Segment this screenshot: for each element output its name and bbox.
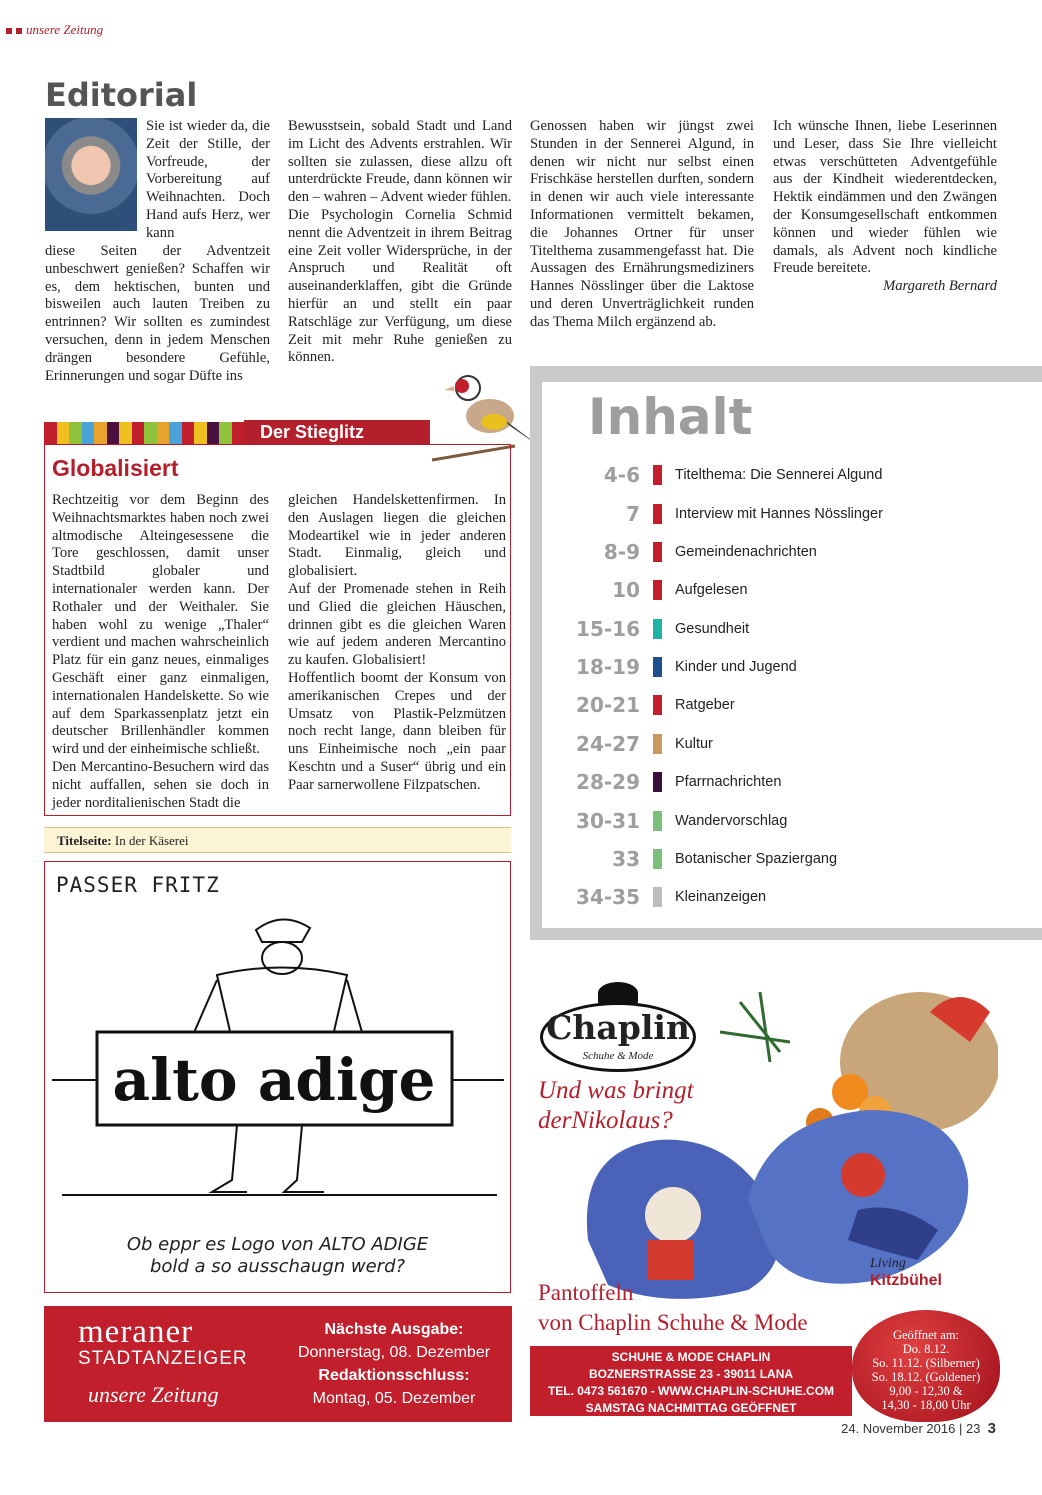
toc-color-bar — [653, 734, 662, 754]
toc-pages: 7 — [626, 502, 640, 526]
ad-address: BOZNERSTRASSE 23 - 39011 LANA — [588, 1367, 794, 1381]
toc-label: Pfarrnachrichten — [675, 774, 782, 790]
toc-color-bar — [653, 772, 662, 792]
bowler-hat-icon — [598, 982, 638, 1004]
footer-page-number: 3 — [987, 1420, 996, 1437]
toc-item[interactable] — [560, 731, 1030, 757]
footer-issue: 23 — [965, 1421, 981, 1436]
editorial-col3 — [530, 118, 754, 332]
stieglitz-text: Rechtzeitig vor dem Beginn des Weihnachtsmarktes haben noch zwei altmodische Alteingesessene die Tore geschlossen, damit unser Stadtbild globaler und internationaler werden kann. Der Rothaler und der Weithaler. Sie haben wohl zu wenige „Thaler“ verdient und machen wahrscheinlich Platz für ein ganz neues, einmaliges Geschäft einer ganz einmaligen, internationalen Handelskette. So wie auf dem Sparkassenplatz jetzt ein deutscher Brillenhändler kommen wird und der einheimische schließt. — [52, 492, 269, 758]
cartoon-caption — [44, 1234, 511, 1278]
toc-label: Ratgeber — [675, 697, 735, 713]
kitzbuehel-label: Kitzbühel — [870, 1272, 942, 1289]
toc-label: Wandervorschlag — [675, 813, 788, 829]
toc-pages: 34-35 — [576, 885, 640, 909]
stieglitz-col1 — [52, 492, 269, 812]
page-footer — [841, 1420, 996, 1437]
toc-label: Titelthema: Die Sennerei Algund — [675, 467, 883, 483]
stieglitz-title: Globalisiert — [52, 455, 179, 481]
cartoon-caption-line: Ob eppr es Logo von ALTO ADIGE — [126, 1234, 429, 1255]
toc-item[interactable] — [560, 884, 1030, 910]
editorial-text: Bewusstsein, sobald Stadt und Land im Licht des Advents erstrahlen. Wir sollten sie zulassen, diese allzu oft unterdrückte Freude, dann können wir den – wahren – Advent wieder fühlen. — [288, 118, 512, 206]
editorial-text: diese Seiten der Adventzeit unbeschwert genießen? Schaffen wir es, dem hektischen, bunten und bisweilen auch lauten Treiben zu entrinnen? Wir sollten es zumindest versuchen, denn in jedem Menschen drängen besondere Gefühle, Erinnerungen und sogar Düfte ins — [45, 243, 270, 384]
toc-color-bar — [653, 465, 662, 485]
editorial-col1-bottom — [45, 243, 270, 385]
editorial-title: Editorial — [45, 76, 198, 114]
toc-color-bar — [653, 849, 662, 869]
toc-pages: 18-19 — [576, 655, 640, 679]
ad-contact[interactable]: TEL. 0473 561670 - WWW.CHAPLIN-SCHUHE.COM — [547, 1384, 835, 1398]
editorial-col4 — [773, 118, 997, 296]
toc-pages: 8-9 — [603, 540, 640, 564]
ad-shop-name: SCHUHE & MODE CHAPLIN — [611, 1350, 771, 1364]
brand-square-icon — [16, 28, 22, 34]
editorial-col1-top — [146, 118, 270, 243]
deadline-label: Redaktionsschluss: — [318, 1367, 470, 1384]
stieglitz-col2 — [288, 492, 506, 795]
deadline-date: Montag, 05. Dezember — [312, 1390, 476, 1407]
next-issue-info — [286, 1318, 502, 1410]
toc-pages: 33 — [612, 847, 640, 871]
toc-label: Interview mit Hannes Nösslinger — [675, 506, 883, 522]
toc-pages: 30-31 — [576, 809, 640, 833]
living-label: Living — [870, 1256, 906, 1271]
open-date: So. 18.12. (Goldener) — [871, 1370, 981, 1384]
toc-pages: 24-27 — [576, 732, 640, 756]
open-hours: 9,00 - 12,30 & — [889, 1384, 963, 1398]
toc-label: Kultur — [675, 736, 713, 752]
stieglitz-text: Auf der Promenade stehen in Reih und Glied die gleichen Häuschen, drinnen gibt es die gleichen Waren wie auf jedem anderen Mercantino zu kaufen. Globalisiert! — [288, 580, 506, 669]
ad-slogan-line: Und was bringt — [538, 1077, 694, 1104]
cover-caption-label: Titelseite: — [57, 833, 112, 848]
toc-item[interactable] — [560, 616, 1030, 642]
toc-item[interactable] — [560, 654, 1030, 680]
toc-color-bar — [653, 695, 662, 715]
toc-color-bar — [653, 657, 662, 677]
toc-color-bar — [653, 619, 662, 639]
stieglitz-text: Hoffentlich boomt der Konsum von amerikanischen Crepes und der Umsatz von Plastik-Pelzmützen noch recht lange, dann bleiben für uns Einheimische noch „ein paar Keschtn und a Suser“ übrig und ein Paar sarnerwollene Filzpatschen. — [288, 669, 506, 793]
toc-item[interactable] — [560, 846, 1030, 872]
toc-color-bar — [653, 811, 662, 831]
opening-hours-ornament — [852, 1310, 1000, 1422]
chaplin-brand-sub: Schuhe & Mode — [582, 1050, 654, 1062]
editorial-text: Sie ist wieder da, die Zeit der Stille, der Vorfreude, der Vorbereitung auf Weihnachten. Doch Hand aufs Herz, wer kann — [146, 118, 270, 241]
cover-caption — [44, 827, 511, 853]
cartoon-sign-text: alto adige — [112, 1046, 436, 1114]
next-issue-date: Donnerstag, 08. Dezember — [297, 1344, 491, 1361]
ad-saturday: SAMSTAG NACHMITTAG GEÖFFNET — [585, 1401, 797, 1415]
toc-pages: 4-6 — [603, 463, 640, 487]
toc-color-bar — [653, 887, 662, 907]
footer-separator: | — [958, 1421, 963, 1436]
toc-item[interactable] — [560, 769, 1030, 795]
toc-item[interactable] — [560, 692, 1030, 718]
editorial-text: Die Psychologin Cornelia Schmid nennt die Adventzeit in ihrem Beitrag eine Zeit voller Widersprüche, in der Anspruch und Realität oft auseinanderklaffen, gibt die Gründe hierfür an und stellt ein paar Ratschläge zur Verfügung, um diese Zeit mit mehr Ruhe genießen zu können. — [288, 206, 512, 366]
toc-item[interactable] — [560, 577, 1030, 603]
contents-title: Inhalt — [588, 388, 753, 446]
toc-pages: 15-16 — [576, 617, 640, 641]
toc-item[interactable] — [560, 501, 1030, 527]
editorial-signature: Margareth Bernard — [883, 278, 997, 295]
ad-product-text — [538, 1278, 808, 1338]
footer-date: 24. November 2016 — [841, 1421, 956, 1436]
stieglitz-text: gleichen Handelskettenfirmen. In den Auslagen liegen die gleichen Modeartikel wie in jeder anderen Stadt. Einmalig, gleich und globalisiert. — [288, 492, 506, 580]
open-date: So. 11.12. (Silberner) — [872, 1356, 980, 1370]
toc-pages: 10 — [612, 578, 640, 602]
cover-caption-text: In der Käserei — [114, 833, 189, 848]
masthead-script: unsere Zeitung — [88, 1382, 219, 1407]
toc-label: Gemeindenachrichten — [675, 544, 817, 560]
cartoon-drawing — [52, 900, 504, 1220]
ad-slogan-line: derNikolaus? — [538, 1107, 673, 1134]
toc-color-bar — [653, 580, 662, 600]
toc-pages: 28-29 — [576, 770, 640, 794]
editorial-text: Genossen haben wir jüngst zwei Stunden in der Sennerei Algund, in denen wir nicht nur selbst einen Frischkäse herstellen durften, sondern in denen wir auch viele interessante Informationen vermittelt bekamen, die Johannes Ortner für unser Titelthema zusammengefasst hat. Die Aussagen des Ernährungsmediziners Hannes Nösslinger über die Laktose und deren Unverträglichkeit runden das Thema Milch ergänzend ab. — [530, 118, 754, 330]
stieglitz-stripe-bar — [44, 422, 244, 444]
stieglitz-section-label: Der Stieglitz — [244, 420, 430, 444]
toc-pages: 20-21 — [576, 693, 640, 717]
header-brand — [6, 22, 103, 38]
toc-item[interactable] — [560, 539, 1030, 565]
toc-item[interactable] — [560, 462, 1030, 488]
open-hours: 14,30 - 18,00 Uhr — [881, 1398, 971, 1412]
toc-item[interactable] — [560, 808, 1030, 834]
cartoon-title: PASSER FRITZ — [56, 873, 220, 897]
toc-color-bar — [653, 504, 662, 524]
next-issue-label: Nächste Ausgabe: — [324, 1321, 464, 1338]
ad-product-line: Pantoffeln — [538, 1280, 634, 1305]
editorial-text: Ich wünsche Ihnen, liebe Leserinnen und Leser, dass Sie Ihre vielleicht etwas verschütteten Adventgefühle aus der Kindheit wiederentdecken, Hektik eindämmen und den Zwängen der Konsumgesellschaft entkommen können und wieder fühlen wie damals, als Advent noch kindliche Freude bereitete. — [773, 118, 997, 277]
cartoon-caption-line: bold a so ausschaugn werd? — [149, 1256, 406, 1277]
ad-product-line: von Chaplin Schuhe & Mode — [538, 1310, 808, 1335]
editorial-col2 — [288, 118, 512, 367]
stieglitz-text: Den Mercantino-Besuchern wird das nicht auffallen, sehen sie doch in jeder norditalienischen Stadt die — [52, 758, 269, 811]
open-date: Do. 8.12. — [902, 1342, 950, 1356]
masthead-logo-sub: STADTANZEIGER — [78, 1348, 248, 1369]
chaplin-brand: Chaplin — [546, 1008, 690, 1047]
ad-slogan — [538, 1076, 694, 1136]
toc-color-bar — [653, 542, 662, 562]
brand-square-icon — [6, 28, 12, 34]
toc-label: Kinder und Jugend — [675, 659, 797, 675]
ad-address-box — [530, 1346, 852, 1416]
toc-label: Gesundheit — [675, 621, 750, 637]
author-photo — [45, 118, 137, 231]
brand-text: unsere Zeitung — [26, 22, 104, 37]
toc-label: Botanischer Spaziergang — [675, 851, 838, 867]
masthead-logo: meraner — [78, 1314, 194, 1350]
open-label: Geöffnet am: — [892, 1328, 960, 1342]
toc-label: Kleinanzeigen — [675, 889, 767, 905]
toc-label: Aufgelesen — [675, 582, 748, 598]
